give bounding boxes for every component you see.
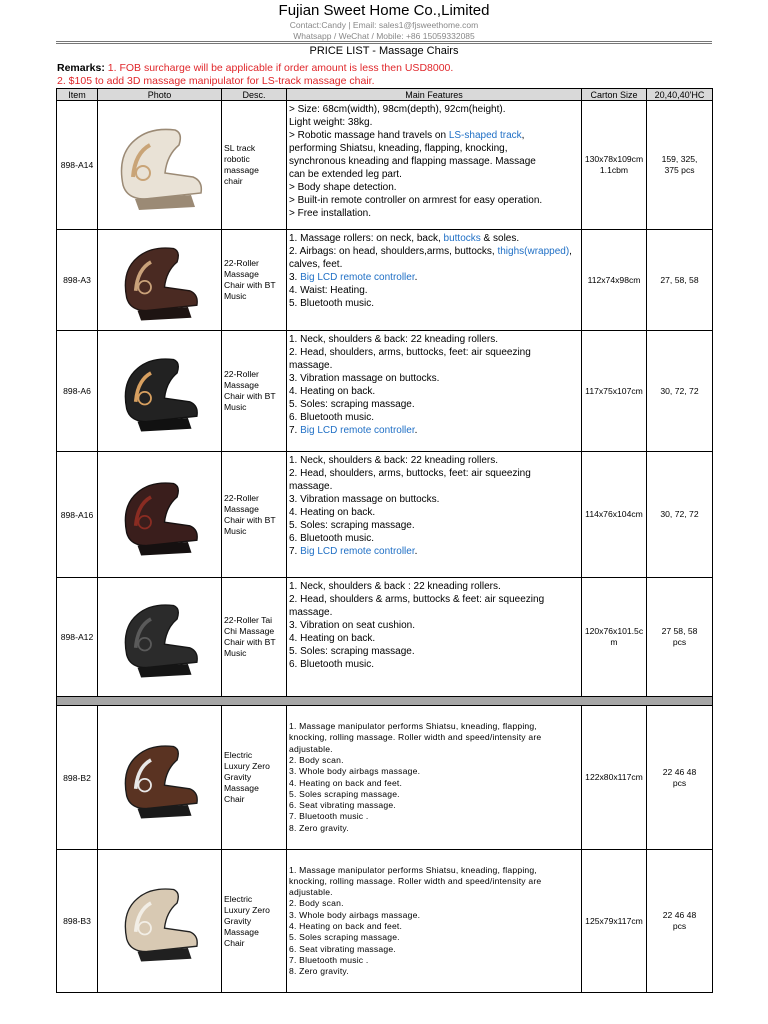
description-line: Chair with BT: [224, 391, 276, 401]
feature-text: 3.: [289, 272, 301, 283]
feature-text: 5. Soles: scraping massage.: [289, 399, 415, 410]
feature-text: 8. Zero gravity.: [289, 966, 349, 977]
feature-line: [289, 271, 579, 284]
feature-text: > Built-in remote controller on armrest for easy operation.: [289, 195, 543, 206]
carton-line: 122x80x117cm: [585, 772, 643, 782]
remarks-text-1: 1. FOB surcharge will be applicable if order amount is less then USD8000.: [104, 62, 454, 74]
feature-text: massage.: [289, 360, 333, 371]
description-line: Chair with BT: [224, 280, 276, 290]
feature-text: , calves, feet.: [289, 246, 572, 270]
col-item: Item: [57, 89, 98, 101]
container-qty: [647, 230, 713, 331]
feature-line: [289, 865, 579, 876]
main-features: [287, 101, 582, 230]
feature-line: [289, 732, 579, 743]
feature-text: > Size: 68cm(width), 98cm(depth), 92cm(height).: [289, 104, 506, 115]
qty-line: 375 pcs: [664, 165, 695, 175]
feature-line: [289, 168, 579, 181]
feature-line: [289, 593, 579, 606]
feature-line: [289, 398, 579, 411]
document-header: [0, 0, 768, 42]
feature-text: 5. Soles: scraping massage.: [289, 646, 415, 657]
feature-line: [289, 921, 579, 932]
feature-text: can be extended leg part.: [289, 169, 402, 180]
feature-line: [289, 966, 579, 977]
qty-line: 27 58, 58: [661, 626, 698, 636]
feature-line: [289, 632, 579, 645]
feature-line: [289, 103, 579, 116]
carton-size: [582, 452, 647, 578]
description-line: Chair: [224, 937, 245, 948]
feature-text: & soles.: [480, 233, 520, 244]
feature-line: [289, 129, 579, 142]
description-line: 22-Roller: [224, 492, 259, 503]
description-line: chair: [224, 176, 243, 186]
price-list-title: PRICE LIST - Massage Chairs: [309, 45, 459, 57]
description-line: 22-Roller: [224, 258, 259, 268]
main-features: [287, 230, 582, 331]
photo-cell: [98, 850, 222, 993]
carton-line: m: [610, 637, 618, 647]
description: [222, 706, 287, 850]
feature-line: [289, 545, 579, 558]
feature-line: [289, 372, 579, 385]
feature-text: > Body shape detection.: [289, 182, 397, 193]
massage-chair-photo: [105, 115, 215, 215]
feature-text: 2. Body scan.: [289, 754, 344, 765]
feature-line: [289, 645, 579, 658]
description-line: 22-Roller: [224, 369, 259, 379]
massage-chair-photo: [105, 733, 215, 823]
feature-line: [289, 467, 579, 480]
carton-line: 117x75x107cm: [585, 385, 643, 396]
carton-size: [582, 706, 647, 850]
col-features: Main Features: [287, 89, 582, 101]
carton-size: [582, 331, 647, 452]
container-qty: [647, 706, 713, 850]
main-features: [287, 331, 582, 452]
feature-line: [289, 116, 579, 129]
description-line: Chair with BT: [224, 637, 276, 647]
feature-text: 1. Massage manipulator performs Shiatsu, kneading, flapping,: [289, 864, 537, 875]
description-line: Massage: [224, 269, 259, 279]
feature-text: 5. Bluetooth music.: [289, 298, 375, 309]
description-line: Music: [224, 525, 247, 536]
feature-line: [289, 658, 579, 671]
feature-text: .: [414, 546, 418, 557]
massage-chair-photo: [105, 346, 215, 436]
qty-line: 159, 325,: [661, 154, 698, 164]
qty-line: 27, 58, 58: [660, 274, 699, 285]
feature-text: 2. Airbags: on head, shoulders,arms, buttocks,: [289, 246, 498, 257]
header-rule: [56, 41, 712, 42]
description-line: Music: [224, 291, 247, 301]
feature-line: [289, 823, 579, 834]
feature-line: [289, 800, 579, 811]
carton-line: 112x74x98cm: [587, 274, 641, 285]
photo-cell: [98, 230, 222, 331]
feature-line: [289, 411, 579, 424]
feature-text: 4. Heating on back and feet.: [289, 921, 403, 931]
table-row: [57, 452, 713, 578]
feature-text: 1. Neck, shoulders & back : 22 kneading rollers.: [289, 581, 501, 592]
feature-text: 1. Neck, shoulders & back: 22 kneading rollers.: [289, 334, 498, 345]
qty-line: 30, 72, 72: [660, 509, 699, 519]
carton-line: 120x76x101.5c: [584, 626, 644, 636]
feature-text: .: [414, 272, 418, 283]
item-no: 898-B3: [57, 850, 98, 993]
feature-line: [289, 385, 579, 398]
feature-highlight: Big LCD remote controller: [300, 425, 415, 436]
item-no: 898-A16: [57, 452, 98, 578]
feature-text: 3. Whole body airbags massage.: [289, 766, 421, 777]
feature-line: [289, 876, 579, 887]
feature-text: 3. Vibration massage on buttocks.: [289, 373, 440, 384]
feature-text: knocking, rolling massage. Roller width and speed/intensity are: [289, 732, 542, 743]
description-line: Massage: [224, 380, 259, 390]
massage-chair-photo: [105, 592, 215, 682]
feature-text: 5. Soles: scraping massage.: [289, 520, 415, 531]
feature-line: [289, 359, 579, 372]
massage-chair-photo: [105, 876, 215, 966]
description: [222, 578, 287, 697]
feature-text: knocking, rolling massage. Roller width and speed/intensity are: [289, 875, 542, 886]
feature-text: adjustable.: [289, 887, 333, 898]
header-rule-2: [56, 43, 712, 44]
massage-chair-photo: [105, 235, 215, 325]
description-line: robotic: [224, 154, 250, 164]
description-line: SL track: [224, 143, 256, 153]
description-line: Massage: [224, 926, 259, 937]
description: [222, 230, 287, 331]
carton-line: 125x79x117cm: [585, 915, 643, 926]
table-header-row: [57, 89, 713, 101]
feature-line: [289, 910, 579, 921]
company-name: Fujian Sweet Home Co.,Limited: [278, 2, 490, 19]
feature-highlight: buttocks: [443, 233, 481, 244]
carton-line: 114x76x104cm: [585, 509, 643, 519]
description-line: Chi Massage: [224, 626, 275, 636]
item-no: 898-A6: [57, 331, 98, 452]
remarks-line-2: 2. $105 to add 3D massage manipulator for LS-track massage chair.: [57, 75, 375, 87]
table-row: [57, 331, 713, 452]
feature-line: [289, 346, 579, 359]
feature-text: 5. Soles scraping massage.: [289, 932, 400, 943]
feature-line: [289, 744, 579, 755]
feature-line: [289, 424, 579, 437]
feature-highlight: LS-shaped track: [448, 130, 522, 141]
remarks-label: Remarks:: [57, 62, 105, 74]
item-no: 898-B2: [57, 706, 98, 850]
feature-text: 3. Whole body airbags massage.: [289, 909, 421, 920]
feature-text: > Robotic massage hand travels on: [289, 130, 449, 141]
container-qty: [647, 452, 713, 578]
feature-line: [289, 944, 579, 955]
feature-line: [289, 580, 579, 593]
feature-line: [289, 755, 579, 766]
feature-text: 2. Body scan.: [289, 898, 344, 909]
price-table: [56, 88, 713, 993]
table-row: [57, 101, 713, 230]
feature-line: [289, 194, 579, 207]
feature-text: 2. Head, shoulders, arms, buttocks, feet: air squeezing: [289, 347, 531, 358]
container-qty: [647, 578, 713, 697]
feature-line: [289, 333, 579, 346]
phone-line: Whatsapp / WeChat / Mobile: +86 15059332085: [293, 31, 475, 41]
description-line: Gravity: [224, 772, 252, 782]
main-features: [287, 850, 582, 993]
feature-line: [289, 955, 579, 966]
carton-size: [582, 850, 647, 993]
feature-text: 6. Seat vibrating massage.: [289, 800, 396, 811]
feature-text: 4. Heating on back.: [289, 507, 376, 518]
feature-text: 7.: [289, 546, 301, 557]
feature-text: 6. Bluetooth music.: [289, 659, 375, 670]
description-line: massage: [224, 165, 259, 175]
feature-text: 5. Soles scraping massage.: [289, 788, 400, 799]
qty-line: pcs: [672, 777, 687, 788]
feature-text: synchronous kneading and flapping massage. Massage: [289, 156, 536, 167]
col-carton: Carton Size: [582, 89, 647, 101]
item-no: 898-A12: [57, 578, 98, 697]
feature-line: [289, 181, 579, 194]
feature-text: 6. Seat vibrating massage.: [289, 943, 396, 954]
feature-line: [289, 532, 579, 545]
feature-line: [289, 506, 579, 519]
qty-line: 22 46 48: [662, 766, 697, 777]
feature-text: 7. Bluetooth music .: [289, 954, 369, 965]
feature-line: [289, 284, 579, 297]
feature-text: adjustable.: [289, 743, 333, 754]
carton-size: [582, 230, 647, 331]
feature-line: [289, 245, 579, 271]
col-hc: 20,40,40'HC: [647, 89, 713, 101]
feature-line: [289, 519, 579, 532]
feature-text: .: [414, 425, 418, 436]
feature-line: [289, 606, 579, 619]
feature-text: 7. Bluetooth music .: [289, 811, 369, 822]
photo-cell: [98, 578, 222, 697]
description-line: Music: [224, 402, 247, 412]
feature-highlight: Big LCD remote controller: [300, 272, 415, 283]
feature-text: 4. Heating on back and feet.: [289, 777, 403, 788]
feature-text: Light weight: 38kg.: [289, 117, 373, 128]
feature-line: [289, 207, 579, 220]
qty-line: pcs: [672, 637, 687, 647]
col-desc: Desc.: [222, 89, 287, 101]
table-row: [57, 850, 713, 993]
feature-text: 6. Bluetooth music.: [289, 412, 375, 423]
feature-text: performing Shiatsu, kneading, flapping, knocking,: [289, 143, 508, 154]
remarks-line-1: [57, 62, 453, 74]
table-row: [57, 230, 713, 331]
main-features: [287, 706, 582, 850]
feature-line: [289, 493, 579, 506]
feature-text: 1. Massage manipulator performs Shiatsu, kneading, flapping,: [289, 721, 537, 732]
feature-text: 4. Heating on back.: [289, 386, 376, 397]
feature-line: [289, 619, 579, 632]
feature-text: 8. Zero gravity.: [289, 822, 349, 833]
main-features: [287, 578, 582, 697]
description-line: Massage: [224, 783, 259, 793]
feature-text: 3. Vibration on seat cushion.: [289, 620, 416, 631]
photo-cell: [98, 101, 222, 230]
feature-line: [289, 155, 579, 168]
col-photo: Photo: [98, 89, 222, 101]
description-line: Gravity: [224, 915, 252, 926]
photo-cell: [98, 706, 222, 850]
feature-line: [289, 480, 579, 493]
carton-line: 1.1cbm: [599, 165, 629, 175]
feature-text: ,: [521, 130, 525, 141]
description-line: Luxury Zero: [224, 904, 270, 915]
feature-text: 7.: [289, 425, 301, 436]
qty-line: pcs: [672, 921, 687, 931]
feature-line: [289, 811, 579, 822]
feature-text: 2. Head, shoulders, arms, buttocks, feet: air squeezing: [289, 468, 531, 479]
qty-line: 22 46 48: [662, 910, 697, 920]
feature-text: 3. Vibration massage on buttocks.: [289, 494, 440, 505]
description-line: Luxury Zero: [224, 761, 270, 771]
feature-highlight: thighs: [497, 246, 525, 257]
photo-cell: [98, 331, 222, 452]
container-qty: [647, 850, 713, 993]
feature-highlight: Big LCD remote controller: [300, 546, 415, 557]
carton-line: 130x78x109cm: [584, 154, 644, 164]
feature-text: 4. Waist: Heating.: [289, 285, 368, 296]
description-line: Electric: [224, 893, 253, 904]
description-line: Chair: [224, 794, 245, 804]
feature-line: [289, 778, 579, 789]
massage-chair-photo: [105, 470, 215, 560]
feature-line: [289, 887, 579, 898]
contact-line: Contact:Candy | Email: sales1@fjsweethome.com: [289, 20, 479, 30]
feature-text: 4. Heating on back.: [289, 633, 376, 644]
feature-line: [289, 297, 579, 310]
feature-text: 2. Head, shoulders & arms, buttocks & feet: air squeezing: [289, 594, 545, 605]
main-features: [287, 452, 582, 578]
table-row: [57, 578, 713, 697]
feature-line: [289, 142, 579, 155]
description-line: Chair with BT: [224, 514, 276, 525]
description-line: Music: [224, 648, 247, 658]
qty-line: 30, 72, 72: [660, 385, 699, 396]
feature-line: [289, 232, 579, 245]
feature-text: 6. Bluetooth music.: [289, 533, 375, 544]
feature-line: [289, 766, 579, 777]
feature-text: 1. Massage rollers: on neck, back,: [289, 233, 444, 244]
container-qty: [647, 331, 713, 452]
feature-line: [289, 454, 579, 467]
carton-size: [582, 578, 647, 697]
description: [222, 850, 287, 993]
feature-line: [289, 789, 579, 800]
feature-line: [289, 721, 579, 732]
feature-text: 1. Neck, shoulders & back: 22 kneading rollers.: [289, 455, 498, 466]
feature-line: [289, 898, 579, 909]
description-line: 22-Roller Tai: [224, 615, 273, 625]
feature-text: massage.: [289, 481, 333, 492]
feature-highlight: (wrapped): [524, 246, 570, 257]
item-no: 898-A14: [57, 101, 98, 230]
item-no: 898-A3: [57, 230, 98, 331]
table-separator: [57, 697, 713, 706]
container-qty: [647, 101, 713, 230]
description-line: Electric: [224, 750, 253, 760]
feature-text: massage.: [289, 607, 333, 618]
carton-size: [582, 101, 647, 230]
description: [222, 101, 287, 230]
table-row: [57, 706, 713, 850]
description: [222, 331, 287, 452]
feature-text: > Free installation.: [289, 208, 371, 219]
description: [222, 452, 287, 578]
separator-cell: [57, 697, 713, 706]
feature-line: [289, 932, 579, 943]
photo-cell: [98, 452, 222, 578]
description-line: Massage: [224, 503, 259, 514]
